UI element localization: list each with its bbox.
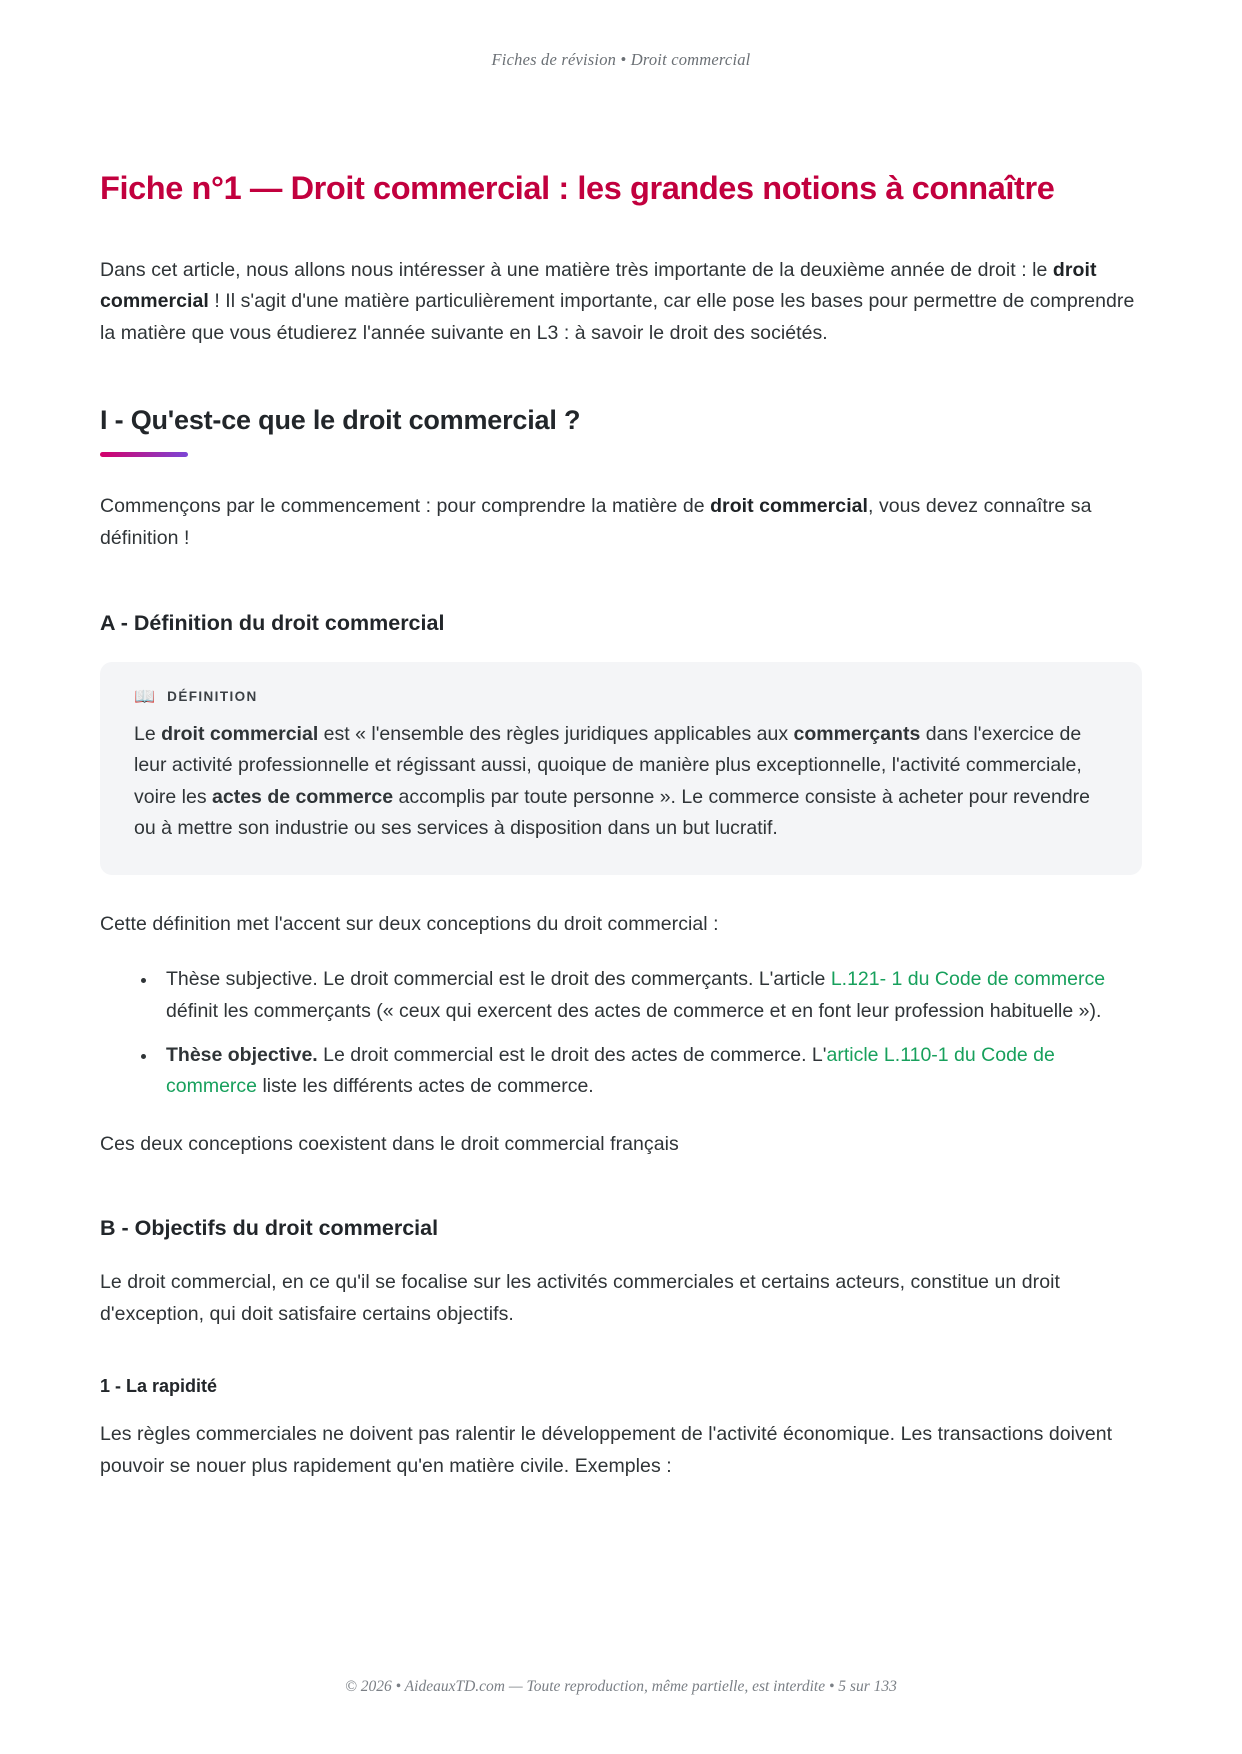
subsection-heading-a: A - Définition du droit commercial [100, 610, 445, 635]
definition-callout [100, 662, 1142, 875]
subsubsection-heading-1: 1 - La rapidité [100, 1376, 218, 1397]
callout-text-2: est « l'ensemble des règles juridiques applicables aux [318, 722, 794, 745]
closing-paragraph: Ces deux conceptions coexistent dans le droit commercial français [100, 1132, 679, 1155]
section-underline-rule [100, 452, 188, 457]
callout-bold-3: actes de commerce [212, 785, 394, 808]
section-1-paragraph [100, 491, 1142, 554]
running-header: Fiches de révision • Droit commercial [491, 50, 751, 69]
intro-text-2: ! Il s'agit d'une matière particulièrement importante, car elle pose les bases pour permettre de comprendre la matière que vous étudierez l'année suivante en L3 : à savoir le droit des sociétés. [100, 290, 1135, 344]
after-callout-paragraph: Cette définition met l'accent sur deux conceptions du droit commercial : [100, 912, 719, 935]
section-1-text-1: Commençons par le commencement : pour comprendre la matière de [100, 495, 711, 518]
book-icon: 📖 [134, 686, 156, 706]
page-footer: © 2026 • AideauxTD.com — Toute reproduction, même partielle, est interdite • 5 sur 133 [345, 1678, 897, 1695]
section-1-bold-term: droit commercial [710, 495, 869, 518]
document-content [100, 168, 1142, 1483]
bullet-2-text-1: Le droit commercial est le droit des actes de commerce. L' [317, 1043, 827, 1066]
callout-label: DÉFINITION [167, 688, 258, 704]
bullet-2-text-2: liste les différents actes de commerce. [257, 1075, 594, 1098]
bullet-1-text-1: Thèse subjective. Le droit commercial est le droit des commerçants. L'article [166, 968, 831, 991]
intro-paragraph [100, 255, 1142, 350]
subsection-b-paragraph: Le droit commercial, en ce qu'il se focalise sur les activités commerciales et certains acteurs, constitue un droit d'exception, qui doit satisfaire certains objectifs. [100, 1271, 1060, 1325]
section-1-text-2: , vous devez connaître sa définition ! [100, 495, 1092, 549]
list-item [158, 1040, 1142, 1103]
subsubsection-1-paragraph: Les règles commerciales ne doivent pas ralentir le développement de l'activité économique. Les transactions doivent pouvoir se nouer plus rapidement qu'en matière civile. Exemples : [100, 1423, 1113, 1478]
intro-text-1: Dans cet article, nous allons nous intéresser à une matière très importante de la deuxième année de droit : le [100, 258, 1053, 281]
conceptions-list [100, 964, 1142, 1102]
subsection-heading-b: B - Objectifs du droit commercial [100, 1216, 439, 1241]
section-heading-1: I - Qu'est-ce que le droit commercial ? [100, 405, 581, 436]
bullet-2-bold: Thèse objective. [166, 1043, 318, 1066]
list-item [158, 964, 1142, 1027]
callout-header [134, 688, 1108, 705]
page-title: Fiche n°1 — Droit commercial : les grandes notions à connaître [100, 170, 1055, 206]
callout-text-3: dans l'exercice de leur activité professionnelle et régissant aussi, quoique de manière plus exceptionnelle, l'activité commerciale, voire les [134, 722, 1082, 808]
callout-text-4: accomplis par toute personne ». Le commerce consiste à acheter pour revendre ou à mettre son industrie ou ses services à disposition dans un but lucratif. [134, 785, 1091, 840]
callout-body [134, 719, 1108, 845]
callout-bold-1: droit commercial [161, 722, 319, 745]
callout-bold-2: commerçants [793, 722, 921, 745]
intro-bold-term: droit commercial [100, 258, 1097, 313]
bullet-1-link[interactable]: L.121- 1 du Code de commerce [830, 968, 1106, 991]
bullet-1-text-2: définit les commerçants (« ceux qui exercent des actes de commerce et en font leur profession habituelle »). [166, 999, 1102, 1022]
callout-text-1: Le [134, 722, 162, 745]
bullet-2-link[interactable]: article L.110-1 du Code de commerce [166, 1043, 1055, 1098]
